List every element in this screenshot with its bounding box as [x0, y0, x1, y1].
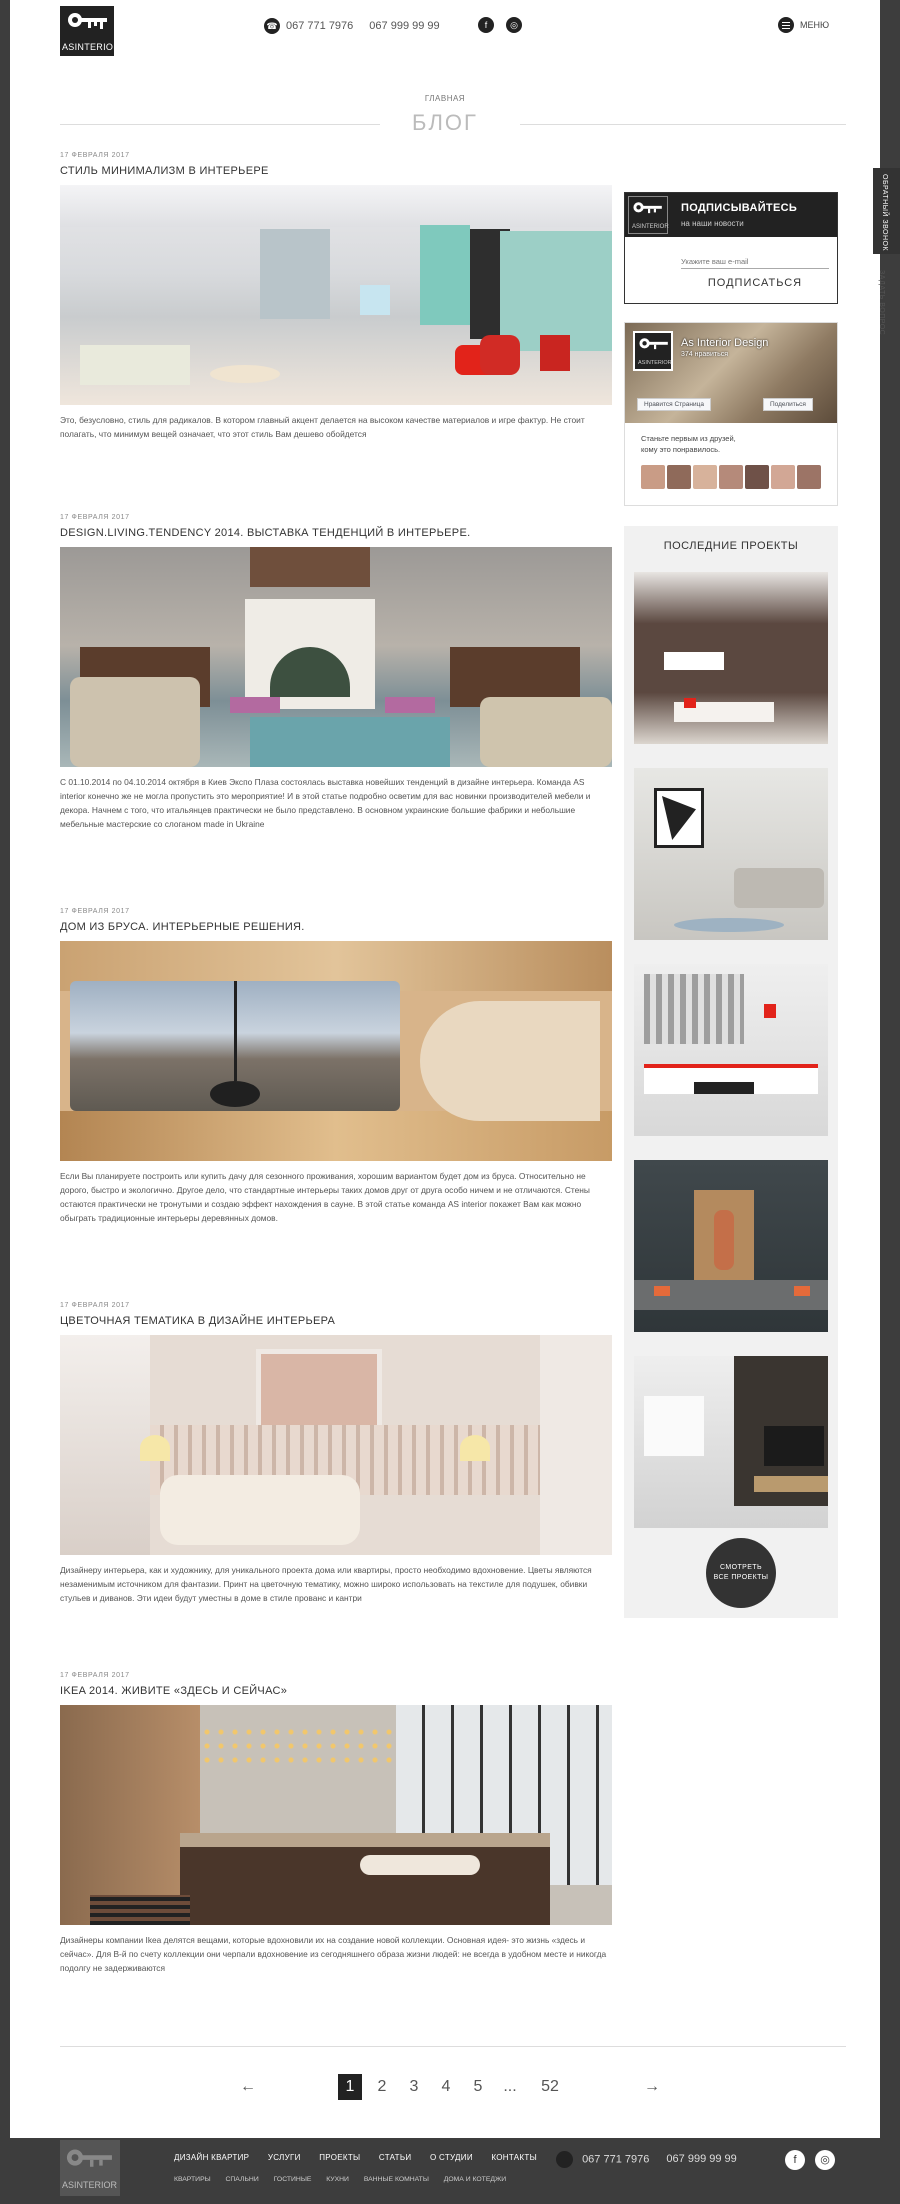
prev-page-arrow[interactable]: ← [240, 2078, 256, 2095]
subscribe-logo [628, 196, 668, 234]
article-date: 17 ФЕВРАЛЯ 2017 [60, 1672, 130, 1679]
article-excerpt: Это, безусловно, стиль для радикалов. В котором главный акцент делается на высоком качестве материалов и игре фактур. Не стоит полагать, что минимум вещей означает, что этот стиль Вам дешево обойдется [60, 415, 585, 439]
footer-nav-item[interactable]: КОНТАКТЫ [491, 2153, 537, 2162]
footer-phone-2[interactable]: 067 999 99 99 [666, 2153, 737, 2166]
site-footer [0, 2138, 900, 2204]
page-link[interactable]: 52 [541, 2078, 559, 2095]
latest-projects [624, 526, 838, 1618]
article-excerpt: Если Вы планируете построить или купить дачу для сезонного проживания, хорошим вариантом будет дом из бруса. Относительно не дорого, быстро и экологично. Другое дело, что стандартные интерьеры таких домов друг от друга особо ничем и не отличаются. Стены остаются практически не тронутыми и создаю эффект нахождения в сауне. В этой статье команда AS interior покажет Вам как можно обыграть традиционные интерьеры деревянных домов. [60, 1171, 590, 1223]
article-card [60, 908, 612, 1225]
facebook-likes: 374 нравиться [681, 351, 729, 358]
header-phone-1[interactable]: 067 771 7976 [286, 20, 354, 32]
facebook-page-logo [633, 331, 673, 371]
footer-nav-item[interactable]: ПРОЕКТЫ [319, 2153, 361, 2162]
footer-phone-1[interactable]: 067 771 7976 [582, 2153, 650, 2166]
site-header [10, 0, 880, 60]
article-excerpt: Дизайнеру интерьера, как и художнику, для уникального проекта дома или квартиры, просто необходимо вдохновение. Цветы являются незаменимым источником для фантазии. Принт на цветочную тематику, можно широко использовать на текстиле для подушек, обивки стульев и диванов. Эти идеи будут уместны в доме в стиле прованс и кантри [60, 1565, 592, 1603]
ask-question-tab[interactable]: ЗАДАТЬ ВОПРОС [878, 270, 885, 336]
facebook-cover[interactable] [625, 323, 837, 423]
article-title[interactable]: IKEA 2014. ЖИВИТЕ «ЗДЕСЬ И СЕЙЧАС» [60, 1685, 288, 1697]
project-thumbnail[interactable] [634, 1356, 828, 1528]
footer-nav [174, 2153, 553, 2162]
avatar[interactable] [667, 465, 691, 489]
article-date: 17 ФЕВРАЛЯ 2017 [60, 1302, 130, 1309]
subscribe-subheading: на наши новости [681, 219, 744, 228]
footer-subnav-item[interactable]: ДОМА И КОТЕДЖИ [443, 2176, 507, 2183]
site-logo[interactable] [60, 6, 121, 56]
phone-icon [556, 2151, 573, 2168]
avatar[interactable] [693, 465, 717, 489]
facebook-faces [641, 465, 823, 489]
article-excerpt: Дизайнеры компании Ikea делятся вещами, которые вдохновили их на создание новой коллекции. Основная идея- это жизнь «здесь и сейчас». Для В-й по счету коллекции они черпали вдохновение из сегодняшнего образа жизни людей: не всегда в удобном месте и никогда подолгу не задерживаются [60, 1935, 607, 1973]
facebook-logo-text: ASINTERIOR [638, 360, 672, 366]
view-all-line: СМОТРЕТЬ [720, 1564, 762, 1571]
subscribe-button[interactable]: ПОДПИСАТЬСЯ [707, 277, 803, 289]
header-phone-2[interactable]: 067 999 99 99 [369, 20, 440, 32]
article-card [60, 1672, 612, 1975]
footer-nav-item[interactable]: СТАТЬИ [378, 2153, 412, 2162]
facebook-widget [624, 322, 838, 506]
footer-phones [556, 2151, 737, 2168]
article-title[interactable]: DESIGN.LIVING.TENDENCY 2014. ВЫСТАВКА ТЕНДЕНЦИЙ В ИНТЕРЬЕРЕ. [60, 527, 471, 539]
breadcrumb[interactable]: ГЛАВНАЯ [424, 94, 466, 103]
view-all-line: ВСЕ ПРОЕКТЫ [713, 1574, 769, 1581]
instagram-icon[interactable]: ◎ [815, 2150, 835, 2170]
page-link[interactable]: 5 [473, 2078, 483, 2095]
key-logo-icon [64, 2146, 116, 2176]
footer-nav-item[interactable]: О СТУДИИ [429, 2153, 473, 2162]
project-thumbnail[interactable] [634, 1160, 828, 1332]
avatar[interactable] [745, 465, 769, 489]
friends-line: Станьте первым из друзей, [641, 434, 736, 443]
key-logo-icon [66, 10, 110, 36]
logo-text: ASINTERIOR [62, 42, 121, 52]
page [10, 0, 880, 2138]
project-thumbnail[interactable] [634, 768, 828, 940]
email-field[interactable] [681, 255, 829, 269]
article-title[interactable]: ЦВЕТОЧНАЯ ТЕМАТИКА В ДИЗАЙНЕ ИНТЕРЬЕРА [60, 1315, 336, 1327]
facebook-page-name[interactable]: As Interior Design [681, 337, 769, 349]
footer-logo[interactable] [60, 2140, 120, 2196]
menu-button[interactable] [778, 17, 829, 33]
footer-subnav-item[interactable]: КВАРТИРЫ [174, 2176, 211, 2183]
pagination-divider [60, 2046, 846, 2047]
page-link[interactable]: 2 [377, 2078, 387, 2095]
facebook-icon[interactable]: f [478, 17, 494, 33]
facebook-share-button[interactable]: Поделиться [763, 398, 813, 411]
article-excerpt: С 01.10.2014 по 04.10.2014 октября в Киев Экспо Плаза состоялась выставка новейших тенденций в дизайне интерьера. Команда AS interior конечно же не могла пропустить это мероприятие! И в этой статье подробно осветим для вас новинки производителей мебели и декора. Начнем с того, что итальянцев практически не было представлено. В основном украинские большие фабрики и небольшие мебельные мастерские со слоганом made in Ukraine [60, 777, 591, 829]
key-logo-icon [638, 336, 670, 355]
article-date: 17 ФЕВРАЛЯ 2017 [60, 514, 130, 521]
article-image[interactable] [60, 185, 612, 405]
avatar[interactable] [771, 465, 795, 489]
page-link[interactable]: 1 [338, 2074, 362, 2100]
article-image[interactable] [60, 941, 612, 1161]
article-title[interactable]: ДОМ ИЗ БРУСА. ИНТЕРЬЕРНЫЕ РЕШЕНИЯ. [60, 921, 305, 933]
menu-label: МЕНЮ [800, 20, 830, 30]
callback-tab-label: ОБРАТНЫЙ ЗВОНОК [881, 174, 888, 252]
article-image[interactable] [60, 1335, 612, 1555]
pagination [10, 2074, 880, 2104]
footer-nav-item[interactable]: ДИЗАЙН КВАРТИР [174, 2153, 250, 2162]
article-card [60, 514, 612, 831]
subscribe-header [625, 193, 837, 237]
article-image[interactable] [60, 547, 612, 767]
view-all-projects-button[interactable] [706, 1538, 776, 1608]
article-card [60, 1302, 612, 1605]
project-thumbnail[interactable] [634, 572, 828, 744]
avatar[interactable] [641, 465, 665, 489]
page-link[interactable]: 3 [409, 2078, 419, 2095]
article-date: 17 ФЕВРАЛЯ 2017 [60, 152, 130, 159]
footer-logo-text: ASINTERIOR [62, 2180, 118, 2190]
hamburger-icon [778, 17, 794, 33]
project-thumbnail[interactable] [634, 964, 828, 1136]
next-page-arrow[interactable]: → [644, 2078, 660, 2095]
facebook-like-button[interactable]: Нравится Страница [637, 398, 711, 411]
avatar[interactable] [719, 465, 743, 489]
projects-heading: ПОСЛЕДНИЕ ПРОЕКТЫ [663, 540, 799, 552]
article-image[interactable] [60, 1705, 612, 1925]
subscribe-heading: ПОДПИСЫВАЙТЕСЬ [681, 202, 798, 214]
footer-nav-item[interactable]: УСЛУГИ [267, 2153, 301, 2162]
page-link[interactable]: 4 [441, 2078, 451, 2095]
avatar[interactable] [797, 465, 821, 489]
callback-tab[interactable] [873, 168, 900, 254]
friends-line: кому это понравилось. [641, 445, 721, 454]
key-logo-icon [632, 200, 664, 219]
title-line-right [520, 124, 846, 125]
footer-subnav-item[interactable]: ГОСТИНЫЕ [273, 2176, 312, 2183]
facebook-icon[interactable]: f [785, 2150, 805, 2170]
subscribe-widget [624, 192, 838, 304]
footer-subnav [174, 2176, 519, 2183]
article-title[interactable]: СТИЛЬ МИНИМАЛИЗМ В ИНТЕРЬЕРЕ [60, 165, 269, 177]
footer-subnav-item[interactable]: СПАЛЬНИ [225, 2176, 259, 2183]
article-card [60, 152, 612, 441]
footer-subnav-item[interactable]: КУХНИ [326, 2176, 349, 2183]
phone-icon: ☎ [264, 18, 280, 34]
header-phones [264, 18, 456, 34]
subscribe-logo-text: ASINTERIOR [632, 224, 669, 230]
instagram-icon[interactable]: ◎ [506, 17, 522, 33]
facebook-friends-text [641, 433, 736, 455]
page-title: БЛОГ [412, 110, 478, 135]
article-date: 17 ФЕВРАЛЯ 2017 [60, 908, 130, 915]
footer-subnav-item[interactable]: ВАННЫЕ КОМНАТЫ [363, 2176, 429, 2183]
page-ellipsis: ... [503, 2078, 517, 2095]
